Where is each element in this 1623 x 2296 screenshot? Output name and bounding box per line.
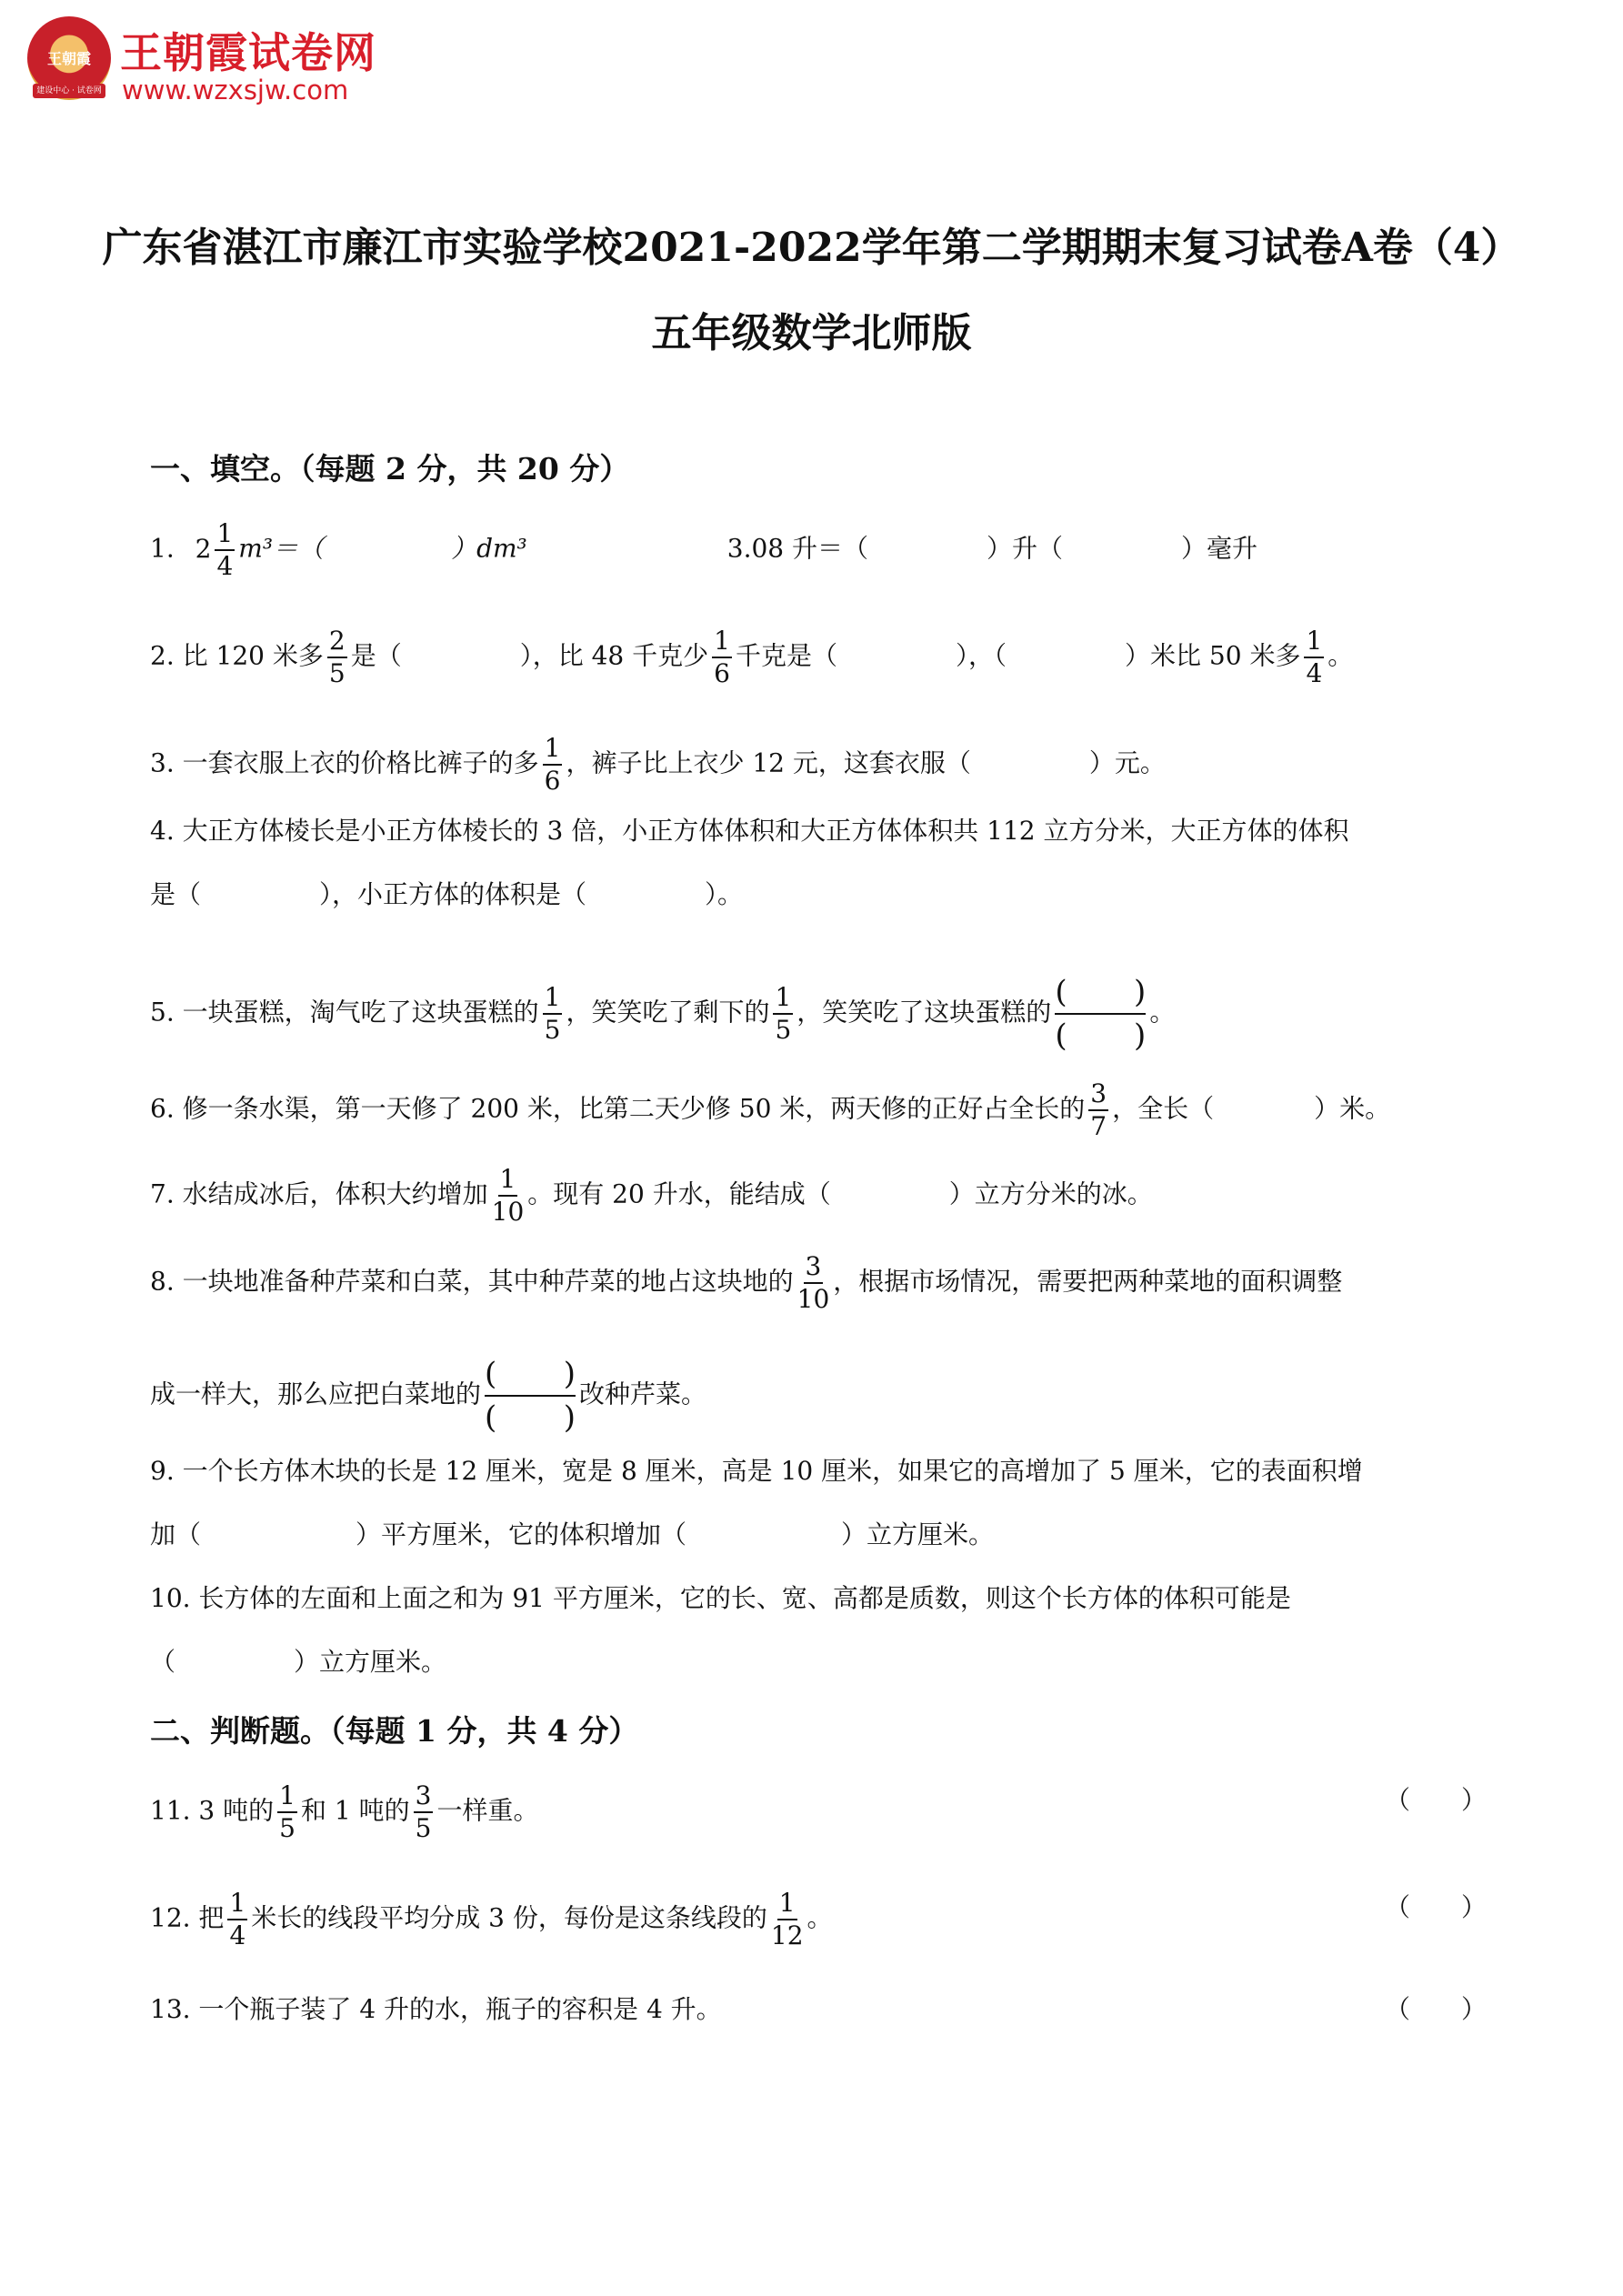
q2-text-b: 是（ <box>350 640 402 671</box>
q8-f-num: 3 <box>804 1253 824 1284</box>
q2-f2-den: 6 <box>714 658 730 688</box>
q3-text-c: ）元。 <box>1088 747 1166 778</box>
q1-part2-end: ）毫升 <box>1181 533 1258 564</box>
question-12 <box>150 1890 1487 1950</box>
q1-fraction <box>215 520 235 580</box>
q6-f-den: 7 <box>1090 1111 1107 1141</box>
brand-url[interactable]: www.wzxsjw.com <box>122 75 349 105</box>
q7-f-num: 1 <box>498 1166 518 1197</box>
q5-num-close: ) <box>1134 974 1147 1010</box>
question-10-line-2 <box>150 1644 446 1680</box>
q1-unit1-end: ）dm³ <box>451 533 527 564</box>
q9-text-c: ）立方厘米。 <box>841 1519 995 1549</box>
q8-num-open: ( <box>485 1356 497 1392</box>
q1-part2-mid: ）升（ <box>987 533 1064 564</box>
q2-text-e: ），（ <box>956 640 1007 671</box>
q4-text-b: ），小正方体的体积是（ <box>319 879 587 909</box>
question-2 <box>150 627 1353 687</box>
q1-fraction-den: 4 <box>216 551 234 581</box>
q8-num-close: ) <box>563 1356 576 1392</box>
brand-name: 王朝霞试卷网 <box>120 28 376 77</box>
section-heading-fill-in: 一、填空。（每题 2 分，共 20 分） <box>150 451 630 486</box>
q2-text-f: ）米比 50 米多 <box>1125 640 1301 671</box>
seal-ribbon: 建设中心 · 试卷网 <box>33 84 105 98</box>
q1-part2: 3.08 升＝（ <box>726 533 869 564</box>
q2-f3-den: 4 <box>1306 658 1323 688</box>
q7-text-c: ）立方分米的冰。 <box>948 1178 1153 1209</box>
q12-text-a: 12. 把 <box>150 1902 225 1933</box>
q11-fraction-1 <box>277 1782 297 1842</box>
q8-text-a: 8. 一块地准备种芹菜和白菜，其中种芹菜的地占这块地的 <box>150 1266 794 1297</box>
q11-f1-den: 5 <box>279 1813 296 1843</box>
q12-fraction-1 <box>227 1890 247 1950</box>
q11-f2-den: 5 <box>415 1813 432 1843</box>
q2-fraction-3 <box>1304 627 1324 687</box>
q5-f2-num: 1 <box>773 984 793 1015</box>
question-4-line-1: 4. 大正方体棱长是小正方体棱长的 3 倍，小正方体体积和大正方体体积共 112 立方分米，大正方体的体积 <box>150 816 1349 846</box>
question-13 <box>150 1991 1487 2028</box>
q12-text-b: 米长的线段平均分成 3 份，每份是这条线段的 <box>251 1902 767 1933</box>
q3-f-num: 1 <box>543 735 563 766</box>
q8-den-open: ( <box>485 1399 497 1436</box>
q7-f-den: 10 <box>491 1197 525 1227</box>
q2-f3-num: 1 <box>1304 627 1324 658</box>
question-9-line-1: 9. 一个长方体木块的长是 12 厘米，宽是 8 厘米，高是 10 厘米，如果它的高增加了 5 厘米，它的表面积增 <box>150 1456 1363 1486</box>
q12-fraction-2 <box>771 1890 804 1950</box>
q11-answer-box[interactable]: （ ） <box>1384 1785 1487 1815</box>
q9-text-b: ）平方厘米，它的体积增加（ <box>356 1519 687 1549</box>
q6-fraction <box>1088 1080 1108 1140</box>
page-subtitle: 五年级数学北师版 <box>651 310 972 356</box>
q11-text-a: 11. 3 吨的 <box>150 1795 275 1826</box>
q13-answer-box[interactable]: （ ） <box>1384 1994 1487 2024</box>
q11-text-c: 一样重。 <box>436 1795 539 1826</box>
question-4-line-2 <box>150 877 743 913</box>
q8-answer-fraction[interactable] <box>485 1353 576 1439</box>
q5-fraction-1 <box>543 984 563 1044</box>
q8-fraction <box>797 1253 830 1313</box>
q4-text-a: 是（ <box>150 879 202 909</box>
q8-den-close: ) <box>563 1399 576 1436</box>
q8-text-c: 成一样大，那么应把白菜地的 <box>150 1379 482 1409</box>
q6-text-a: 6. 修一条水渠，第一天修了 200 米，比第二天少修 50 米，两天修的正好占全长的 <box>150 1093 1086 1124</box>
q5-num-open: ( <box>1055 974 1067 1010</box>
q7-text-a: 7. 水结成冰后，体积大约增加 <box>150 1178 488 1209</box>
question-11 <box>150 1782 1487 1842</box>
q5-f1-num: 1 <box>543 984 563 1015</box>
page-title: 广东省湛江市廉江市实验学校2021-2022学年第二学期期末复习试卷A卷（4） <box>102 225 1521 271</box>
q2-text-a: 2. 比 120 米多 <box>150 640 324 671</box>
q6-f-num: 3 <box>1088 1080 1108 1111</box>
q2-fraction-1 <box>327 627 347 687</box>
q6-text-c: ）米。 <box>1314 1093 1391 1124</box>
section-heading-true-false: 二、判断题。（每题 1 分，共 4 分） <box>150 1713 639 1749</box>
q8-f-den: 10 <box>796 1284 830 1314</box>
question-10-line-1: 10. 长方体的左面和上面之和为 91 平方厘米，它的长、宽、高都是质数，则这个长方体的体积可能是 <box>150 1583 1291 1613</box>
q1-unit1: m³＝（ <box>238 533 325 564</box>
q5-text-c: ，笑笑吃了这块蛋糕的 <box>796 997 1052 1028</box>
q3-text-b: ，裤子比上衣少 12 元，这套衣服（ <box>566 747 971 778</box>
q1-fraction-num: 1 <box>215 520 235 551</box>
question-9-line-2 <box>150 1517 994 1553</box>
q2-f1-num: 2 <box>327 627 347 658</box>
q10-text-a: （ <box>150 1647 176 1677</box>
q12-f1-num: 1 <box>227 1890 247 1920</box>
q5-den-open: ( <box>1055 1018 1067 1054</box>
question-7 <box>150 1166 1153 1226</box>
q6-text-b: ，全长（ <box>1112 1093 1215 1124</box>
q9-text-a: 加（ <box>150 1519 202 1549</box>
q5-answer-fraction[interactable] <box>1055 971 1146 1057</box>
question-3 <box>150 735 1166 795</box>
q7-fraction <box>492 1166 525 1226</box>
q2-f2-num: 1 <box>712 627 732 658</box>
q8-text-d: 改种芹菜。 <box>579 1379 707 1409</box>
q3-fraction <box>543 735 563 795</box>
q5-f1-den: 5 <box>544 1015 561 1045</box>
question-6 <box>150 1080 1390 1140</box>
q7-text-b: 。现有 20 升水，能结成（ <box>527 1178 831 1209</box>
q8-text-b: ，根据市场情况，需要把两种菜地的面积调整 <box>833 1266 1343 1297</box>
q3-text-a: 3. 一套衣服上衣的价格比裤子的多 <box>150 747 539 778</box>
site-logo[interactable] <box>27 16 409 112</box>
q5-text-a: 5. 一块蛋糕，淘气吃了这块蛋糕的 <box>150 997 539 1028</box>
q5-text-b: ，笑笑吃了剩下的 <box>566 997 770 1028</box>
q12-f2-den: 12 <box>770 1920 804 1950</box>
question-5 <box>150 971 1175 1057</box>
q5-den-close: ) <box>1134 1018 1147 1054</box>
q13-text-a: 13. 一个瓶子装了 4 升的水，瓶子的容积是 4 升。 <box>150 1994 722 2024</box>
seal-text: 王朝霞 <box>47 50 92 67</box>
q3-f-den: 6 <box>544 766 561 796</box>
q10-text-b: ）立方厘米。 <box>294 1647 447 1677</box>
q5-f2-den: 5 <box>775 1015 792 1045</box>
q4-text-c: ）。 <box>705 879 744 909</box>
q11-f1-num: 1 <box>277 1782 297 1813</box>
q1-whole: 2 <box>195 533 212 564</box>
q2-text-c: ），比 48 千克少 <box>519 640 709 671</box>
q2-f1-den: 5 <box>328 658 346 688</box>
q2-fraction-2 <box>712 627 732 687</box>
q12-f1-den: 4 <box>229 1920 246 1950</box>
q11-f2-num: 3 <box>414 1782 434 1813</box>
q12-f2-num: 1 <box>777 1890 797 1920</box>
q12-text-c: 。 <box>806 1902 833 1933</box>
q11-text-b: 和 1 吨的 <box>300 1795 410 1826</box>
q12-answer-box[interactable]: （ ） <box>1384 1892 1487 1922</box>
q5-fraction-2 <box>773 984 793 1044</box>
q1-number: 1. <box>150 533 175 564</box>
question-8-line-2 <box>150 1353 706 1439</box>
question-8-line-1 <box>150 1253 1342 1313</box>
q5-text-d: 。 <box>1149 997 1176 1028</box>
q2-text-g: 。 <box>1327 640 1354 671</box>
q2-text-d: 千克是（ <box>735 640 837 671</box>
q11-fraction-2 <box>414 1782 434 1842</box>
question-1 <box>150 520 1257 580</box>
